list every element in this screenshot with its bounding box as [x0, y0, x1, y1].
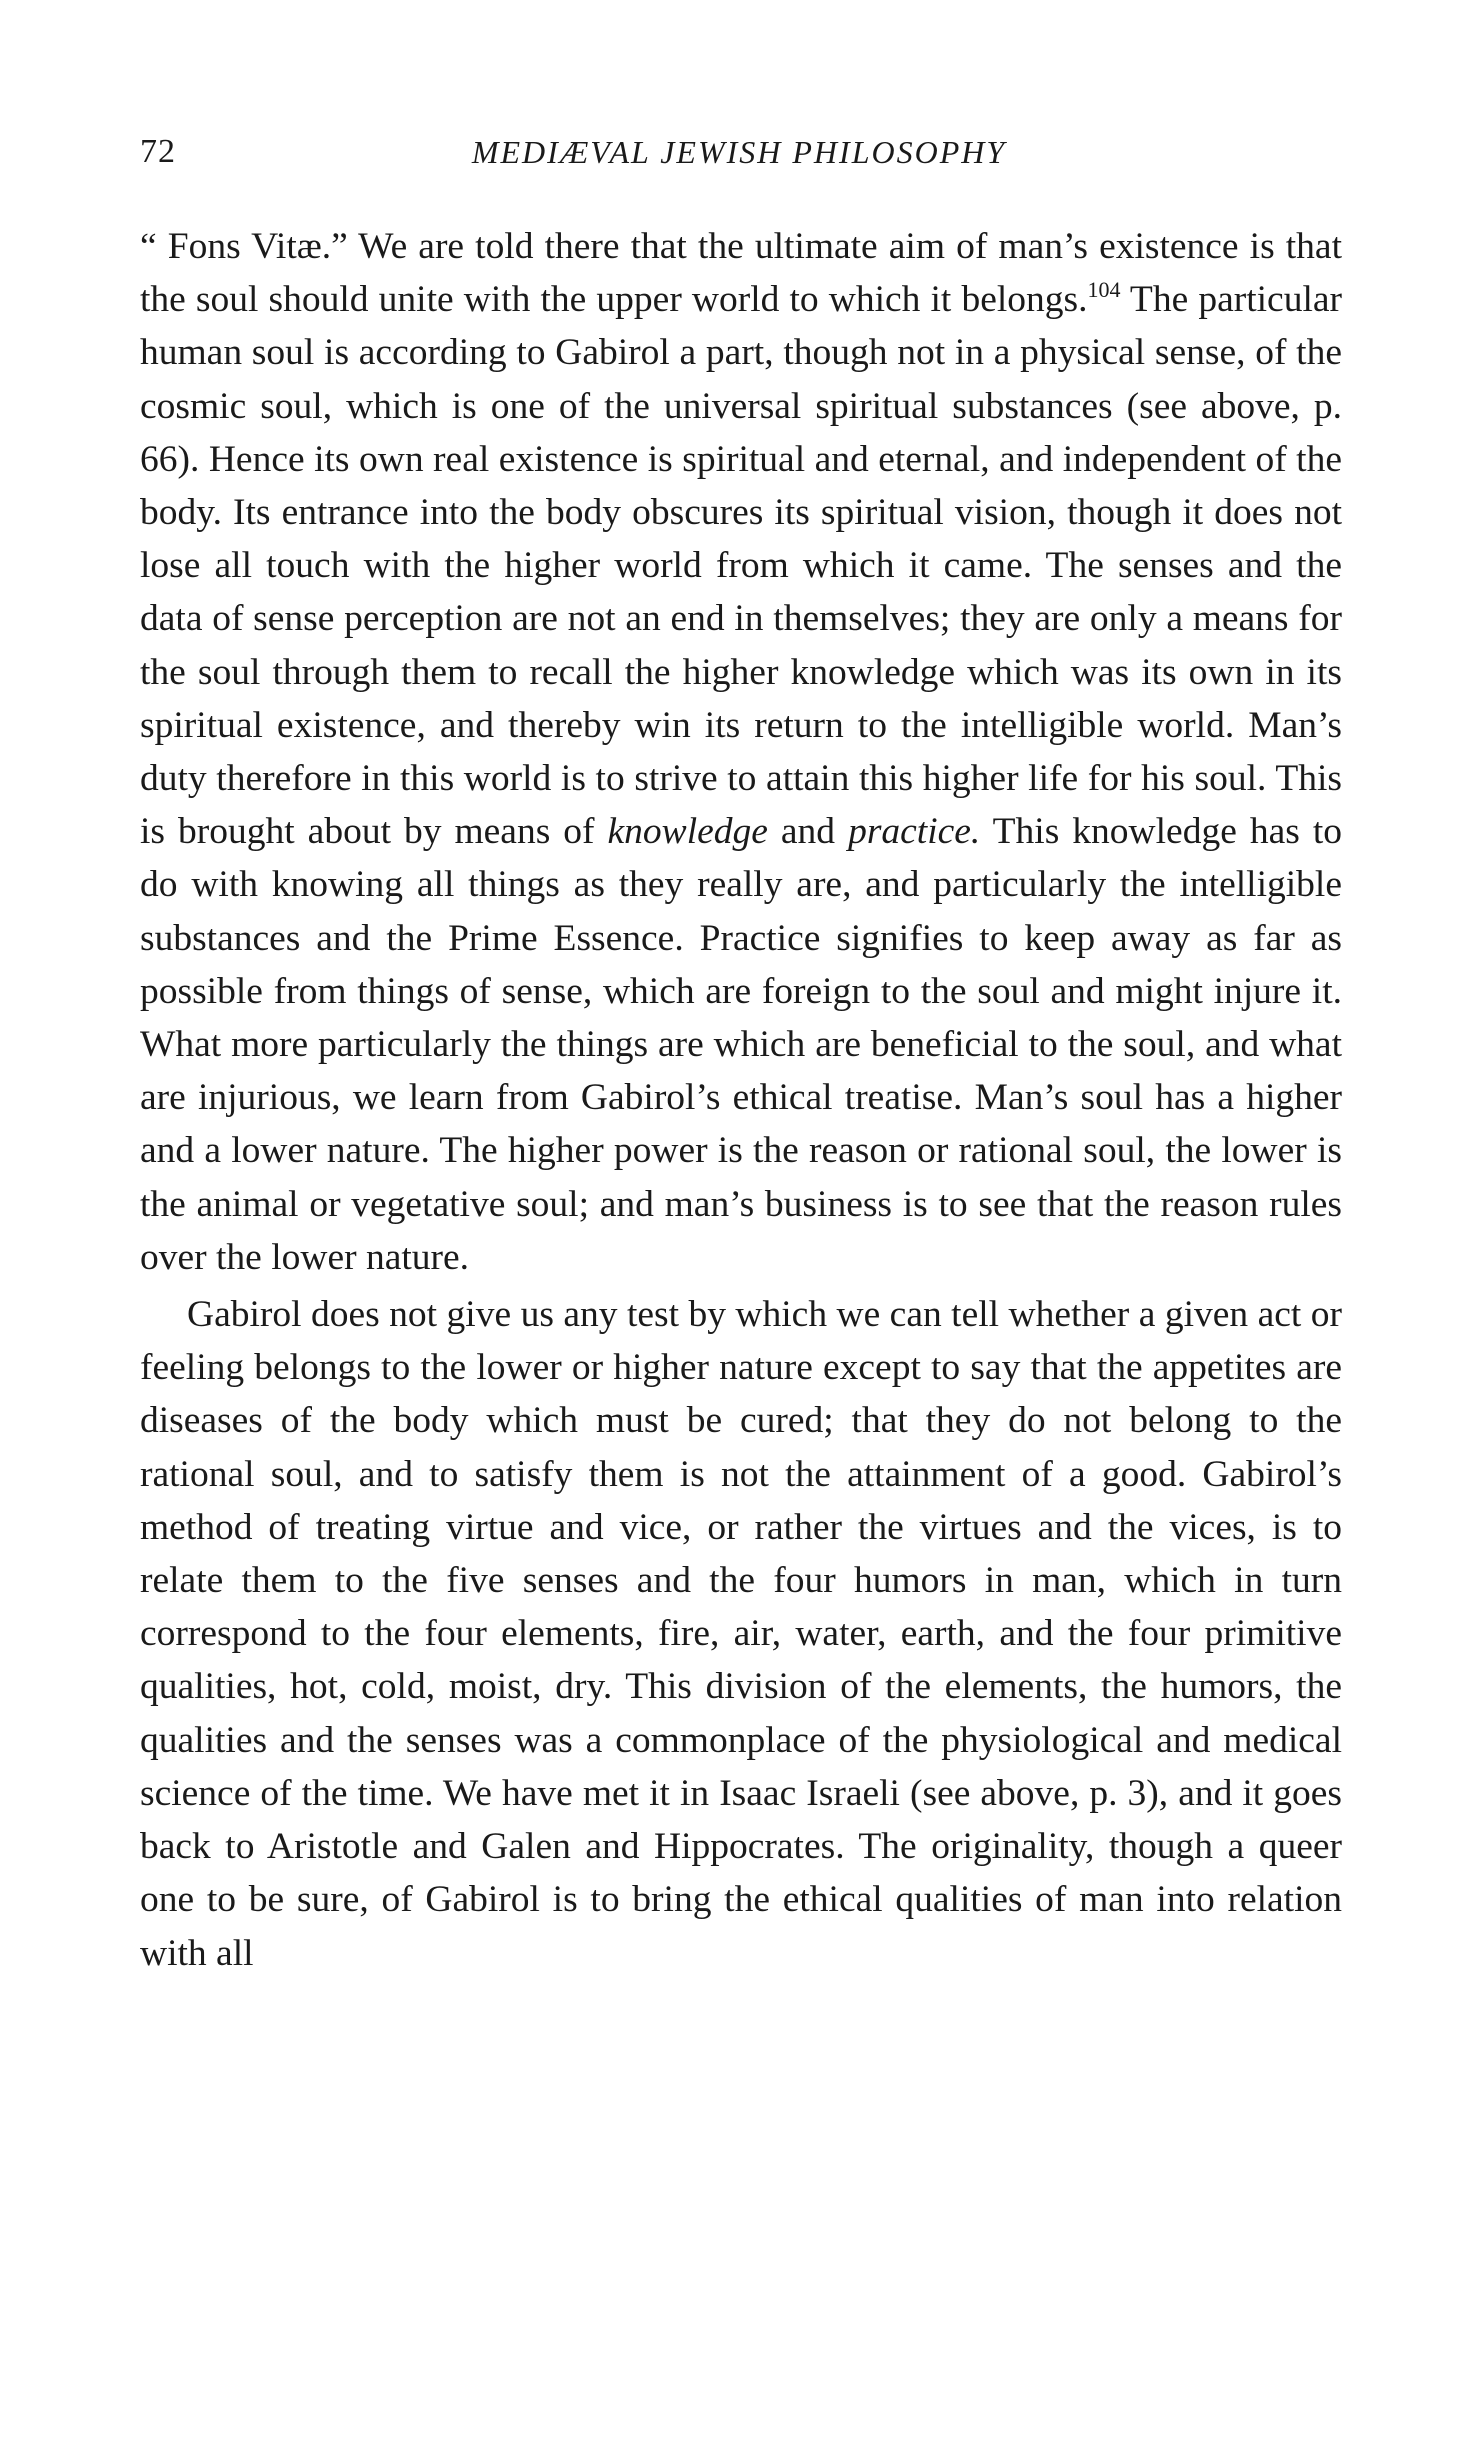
paragraph-text: and: [767, 811, 849, 853]
paragraph: [140, 220, 1342, 1284]
running-title: MEDIÆVAL JEWISH PHILOSOPHY: [471, 134, 1007, 170]
page-number: 72: [140, 133, 176, 170]
emphasis-practice: practice.: [848, 811, 981, 853]
emphasis-knowledge: knowledge: [607, 811, 768, 853]
paragraph-text: “ Fons Vitæ.” We are told there that the ultimate aim of man’s existence is that the soul should unite with the upper world to which it belongs.: [140, 226, 1342, 321]
paragraph: Gabirol does not give us any test by which we can tell whether a given act or feeling belongs to the lower or higher nature except to say that the appetites are diseases of the body which must be cured; that they do not belong to the rational soul, and to satisfy them is not the attainment of a good. Gabirol’s method of treating virtue and vice, or rather the virtues and the vices, is to relate them to the five senses and the four humors in man, which in turn correspond to the four elements, fire, air, water, earth, and the four primitive qualities, hot, cold, moist, dry. This division of the elements, the humors, the qualities and the senses was a commonplace of the physiological and medical science of the time. We have met it in Isaac Israeli (see above, p. 3), and it goes back to Aristotle and Galen and Hippocrates. The originality, though a queer one to be sure, of Gabirol is to bring the ethical qualities of man into relation with all: [140, 1294, 1342, 1974]
paragraph-text: The particular human soul is according to Gabirol a part, though not in a physical sense, of the cosmic soul, which is one of the universal spiritual substances (see above, p. 66). Hence its own real existence is spiritual and eternal, and independent of the body. Its entrance into the body obscures its spiritual vision, though it does not lose all touch with the higher world from which it came. The senses and the data of sense perception are not an end in themselves; they are only a means for the soul through them to recall the higher knowledge which was its own in its spiritual existence, and thereby win its return to the intelligible world. Man’s duty therefore in this world is to strive to attain this higher life for his soul. This is brought about by means of: [140, 279, 1342, 853]
footnote-reference: 104: [1087, 277, 1121, 303]
text-block: [140, 220, 1342, 1980]
paragraph-text: This knowledge has to do with knowing all things as they really are, and particularly the intelligible substances and the Prime Essence. Practice signifies to keep away as far as possible from things of sense, which are foreign to the soul and might injure it. What more particularly the things are which are beneficial to the soul, and what are injurious, we learn from Gabirol’s ethical treatise. Man’s soul has a higher and a lower nature. The higher power is the reason or rational soul, the lower is the animal or vegetative soul; and man’s business is to see that the reason rules over the lower nature.: [140, 811, 1342, 1278]
running-head: [140, 130, 1338, 174]
